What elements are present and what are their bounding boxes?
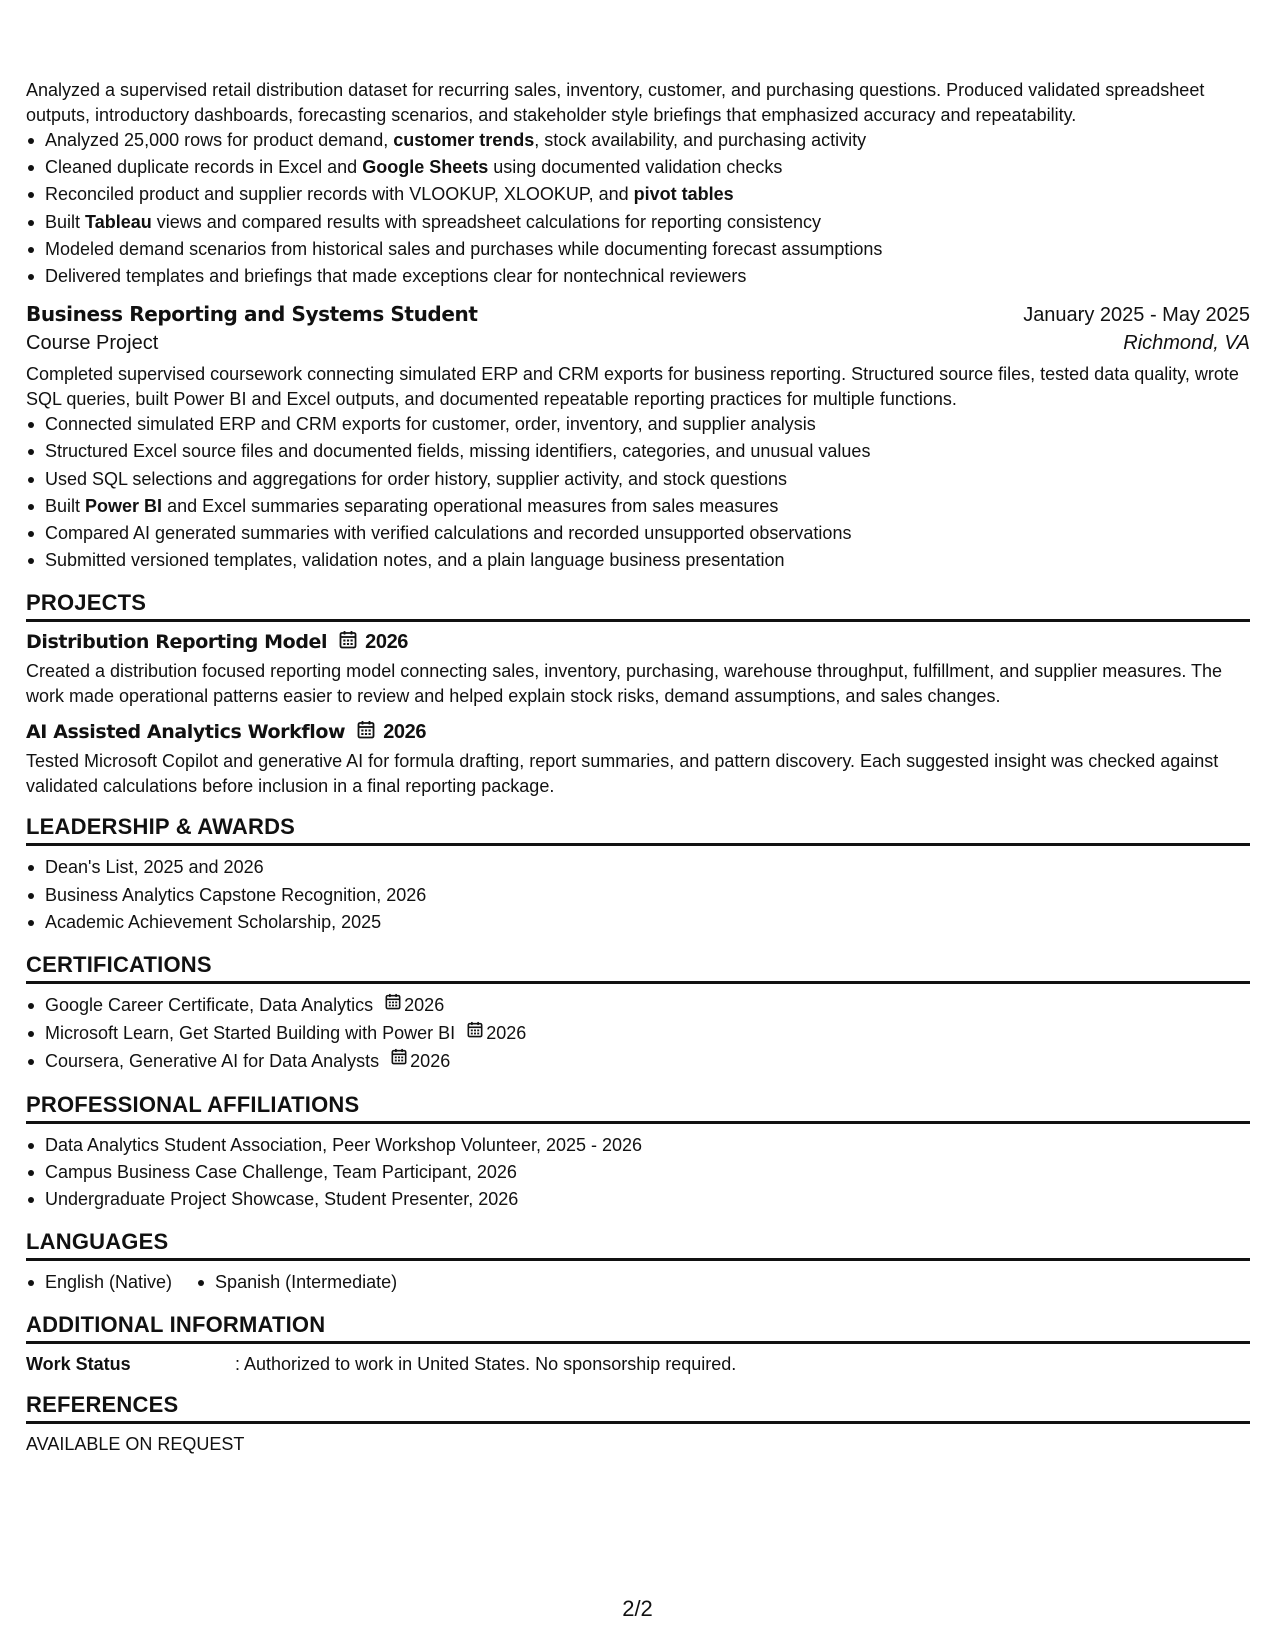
affiliations-list <box>26 1132 1250 1214</box>
section-title-leadership: LEADERSHIP & AWARDS <box>26 814 1250 846</box>
list-item: Used SQL selections and aggregations for order history, supplier activity, and stock questions <box>26 466 1250 493</box>
certification-year: 2026 <box>486 1022 527 1043</box>
list-item: Microsoft Learn, Get Started Building with Power BI 2026 <box>26 1020 1250 1048</box>
list-item: Delivered templates and briefings that made exceptions clear for nontechnical reviewers <box>26 263 1250 290</box>
calendar-icon <box>339 630 357 654</box>
list-item: Cleaned duplicate records in Excel and Google Sheets using documented validation checks <box>26 154 1250 181</box>
list-item: Connected simulated ERP and CRM exports for customer, order, inventory, and supplier analysis <box>26 411 1250 438</box>
list-item: Business Analytics Capstone Recognition, 2026 <box>26 882 1250 909</box>
project-name: AI Assisted Analytics Workflow <box>26 721 346 744</box>
job-organization: Course Project <box>26 332 159 355</box>
list-item: Data Analytics Student Association, Peer Workshop Volunteer, 2025 - 2026 <box>26 1132 1250 1159</box>
list-item: Reconciled product and supplier records with VLOOKUP, XLOOKUP, and pivot tables <box>26 181 1250 208</box>
references-text: AVAILABLE ON REQUEST <box>26 1434 245 1455</box>
certification-year: 2026 <box>404 995 445 1016</box>
job-title: Business Reporting and Systems Student <box>26 302 478 327</box>
resume-page-2 <box>26 78 1250 1456</box>
list-item: Built Power BI and Excel summaries separating operational measures from sales measures <box>26 493 1250 520</box>
work-status-label: Work Status <box>26 1354 131 1375</box>
job-location: Richmond, VA <box>1123 332 1250 355</box>
list-item: Modeled demand scenarios from historical sales and purchases while documenting forecast assumptions <box>26 236 1250 263</box>
project-year: 2026 <box>383 720 427 743</box>
list-item: Analyzed 25,000 rows for product demand, customer trends, stock availability, and purchasing activity <box>26 127 1250 154</box>
project-header <box>26 630 1250 654</box>
project-name: Distribution Reporting Model <box>26 631 328 654</box>
list-item: Academic Achievement Scholarship, 2025 <box>26 909 1250 936</box>
list-item: Submitted versioned templates, validation notes, and a plain language business presentation <box>26 547 1250 574</box>
work-status-row <box>26 1352 1250 1376</box>
calendar-icon <box>391 1046 407 1073</box>
list-item: English (Native) <box>26 1269 172 1296</box>
list-item: Undergraduate Project Showcase, Student Presenter, 2026 <box>26 1186 1250 1213</box>
list-item: Structured Excel source files and documented fields, missing identifiers, categories, and unusual values <box>26 438 1250 465</box>
project-description: Created a distribution focused reporting model connecting sales, inventory, purchasing, warehouse throughput, fulfillment, and supplier measures. The work made operational patterns easier to review and helped explain stock risks, demand assumptions, and sales changes. <box>26 661 1223 706</box>
work-status-value: : Authorized to work in United States. No sponsorship required. <box>235 1354 737 1375</box>
section-title-references: REFERENCES <box>26 1392 1250 1424</box>
job-dates: January 2025 - May 2025 <box>1023 304 1250 327</box>
job-summary: Completed supervised coursework connecting simulated ERP and CRM exports for business reporting. Structured source files, tested data quality, wrote SQL queries, built Power BI and Excel outputs, and documented repeatable reporting practices for multiple functions. <box>26 364 1239 409</box>
project-description: Tested Microsoft Copilot and generative AI for formula drafting, report summaries, and pattern discovery. Each suggested insight was checked against validated calculations before inclusion in a final reporting package. <box>26 751 1219 796</box>
list-item: Coursera, Generative AI for Data Analysts 2026 <box>26 1048 1250 1076</box>
list-item: Spanish (Intermediate) <box>196 1269 397 1296</box>
project-year: 2026 <box>365 630 409 653</box>
certifications-list <box>26 992 1250 1076</box>
calendar-icon <box>385 991 401 1018</box>
calendar-icon <box>357 720 375 744</box>
list-item: Compared AI generated summaries with verified calculations and recorded unsupported observations <box>26 520 1250 547</box>
page-number: 2/2 <box>622 1596 653 1621</box>
section-title-languages: LANGUAGES <box>26 1229 1250 1261</box>
experience-summary: Analyzed a supervised retail distribution dataset for recurring sales, inventory, customer, and purchasing questions. Produced validated spreadsheet outputs, introductory dashboards, forecasting scenarios, and stakeholder style briefings that emphasized accuracy and repeatability. <box>26 80 1205 125</box>
leadership-list <box>26 854 1250 936</box>
list-item: Google Career Certificate, Data Analytics 2026 <box>26 992 1250 1020</box>
project-header <box>26 720 1250 744</box>
list-item: Dean's List, 2025 and 2026 <box>26 854 1250 881</box>
experience-bullets <box>26 127 1250 290</box>
list-item: Built Tableau views and compared results with spreadsheet calculations for reporting consistency <box>26 209 1250 236</box>
languages-list <box>26 1269 1250 1296</box>
job-bullets <box>26 411 1250 574</box>
section-title-certifications: CERTIFICATIONS <box>26 952 1250 984</box>
job-header <box>26 302 1250 327</box>
section-title-projects: PROJECTS <box>26 590 1250 622</box>
section-title-affiliations: PROFESSIONAL AFFILIATIONS <box>26 1092 1250 1124</box>
list-item: Campus Business Case Challenge, Team Participant, 2026 <box>26 1159 1250 1186</box>
calendar-icon <box>467 1019 483 1046</box>
job-subheader <box>26 332 1250 355</box>
certification-year: 2026 <box>410 1050 451 1071</box>
section-title-additional: ADDITIONAL INFORMATION <box>26 1312 1250 1344</box>
